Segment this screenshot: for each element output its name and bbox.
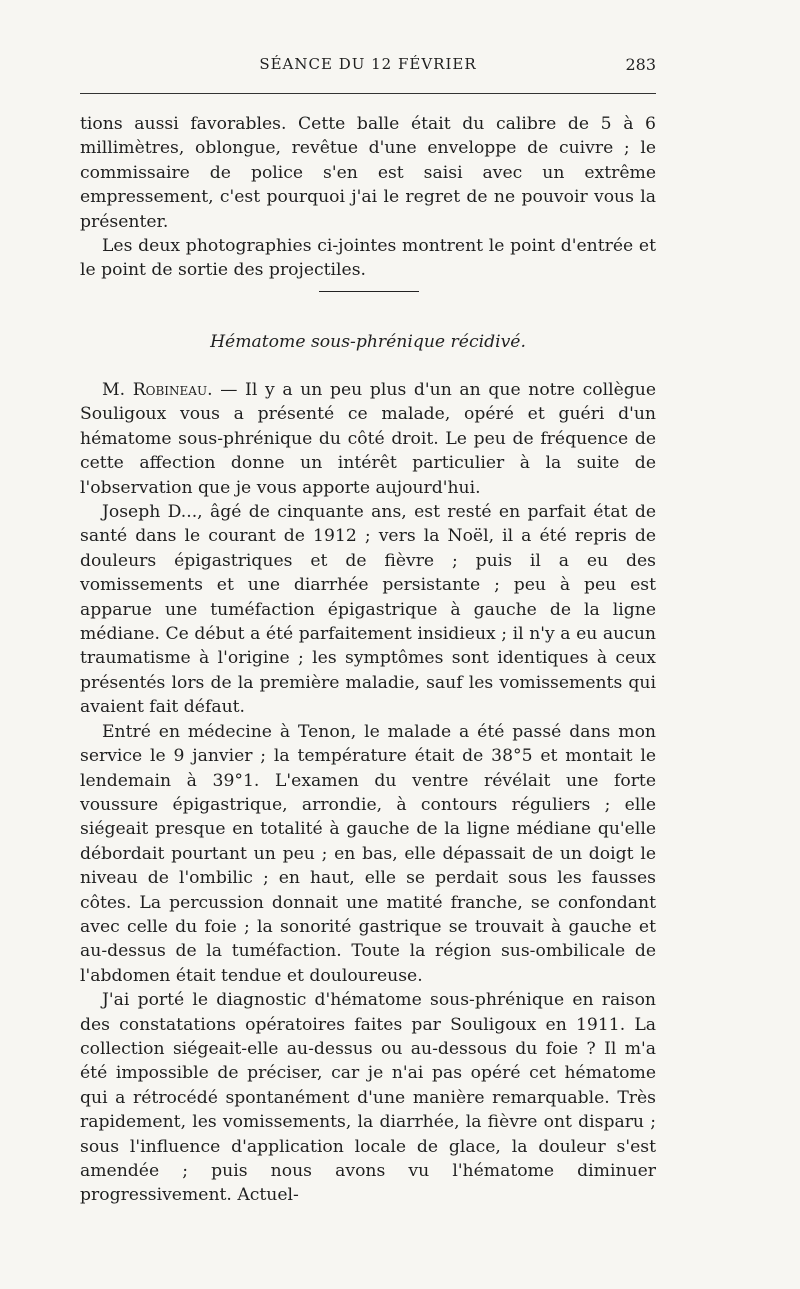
- speaker-name: M. Robineau.: [102, 380, 213, 400]
- paragraph: [80, 378, 656, 500]
- paragraph-text: — Il y a un peu plus d'un an que notre collègue Souligoux vous a présenté ce malade, opéré et guéri d'un hématome sous-phrénique du côté droit. Le peu de fréquence de cette affection donne un intérêt particulier à la suite de l'observation que je vous apporte aujourd'hui.: [80, 380, 656, 498]
- paragraph: J'ai porté le diagnostic d'hématome sous-phrénique en raison des constatations opératoires faites par Souligoux en 1911. La collection siégeait-elle au-dessus ou au-dessous du foie ? Il m'a été impossible de préciser, car je n'ai pas opéré cet hématome qui a rétrocédé spontanément d'une manière remarquable. Très rapidement, les vomissements, la diarrhée, la fièvre ont disparu ; sous l'influence d'application locale de glace, la douleur s'est amendée ; puis nous avons vu l'hématome diminuer progressivement. Actuel-: [80, 990, 656, 1206]
- continued-text: [80, 112, 656, 283]
- section-body: [80, 378, 656, 1208]
- header-rule: [80, 93, 656, 94]
- page-number: 283: [625, 55, 656, 74]
- paragraph: tions aussi favorables. Cette balle était du calibre de 5 à 6 millimètres, oblongue, revêtue d'une enveloppe de cuivre ; le commissaire de police s'en est saisi avec un extrême empressement, c'est pourquoi j'ai le regret de ne pouvoir vous la présenter.: [80, 114, 656, 232]
- paragraph: Joseph D..., âgé de cinquante ans, est resté en parfait état de santé dans le courant de 1912 ; vers la Noël, il a été repris de douleurs épigastriques et de fièvre ; puis il a eu des vomissements et une diarrhée persistante ; peu à peu est apparue une tuméfaction épigastrique à gauche de la ligne médiane. Ce début a été parfaitement insidieux ; il n'y a eu aucun traumatisme à l'origine ; les symptômes sont identiques à ceux présentés lors de la première maladie, sauf les vomissements qui avaient fait défaut.: [80, 502, 656, 718]
- running-title: SÉANCE DU 12 FÉVRIER: [259, 55, 477, 73]
- paragraph: Entré en médecine à Tenon, le malade a été passé dans mon service le 9 janvier ; la température était de 38°5 et montait le lendemain à 39°1. L'examen du ventre révélait une forte voussure épigastrique, arrondie, à contours réguliers ; elle siégeait presque en totalité à gauche de la ligne médiane qu'elle débordait pourtant un peu ; en bas, elle dépassait de un doigt le niveau de l'ombilic ; en haut, elle se perdait sous les fausses côtes. La percussion donnait une matité franche, se confondant avec celle du foie ; la sonorité gastrique se trouvait à gauche et au-dessus de la tuméfaction. Toute la région sus-ombilicale de l'abdomen était tendue et douloureuse.: [80, 721, 656, 986]
- paragraph: Les deux photographies ci-jointes montrent le point d'entrée et le point de sortie des projectiles.: [80, 236, 656, 281]
- section-separator: [319, 291, 419, 292]
- running-head: [80, 55, 656, 79]
- section-title: Hématome sous-phrénique récidivé.: [210, 332, 526, 352]
